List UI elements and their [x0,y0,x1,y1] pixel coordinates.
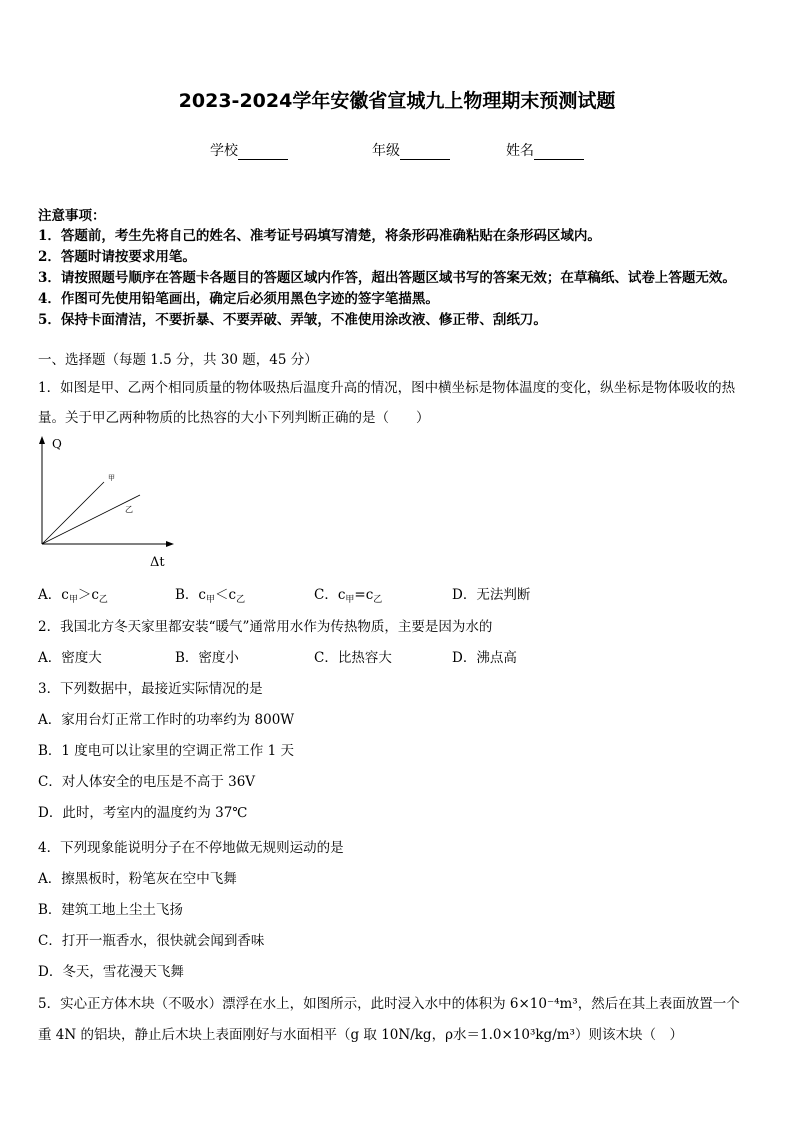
q3-option-c: C．对人体安全的电压是不高于 36V [38,774,256,790]
grade-field [372,140,450,160]
line-label-yi: 乙 [125,505,133,514]
school-label: 学校 [210,143,238,159]
notice-item: 2．答题时请按要求用笔。 [38,249,196,265]
section-heading: 一、选择题（每题 1.5 分，共 30 题，45 分） [38,352,318,368]
axis-label-q: Q [52,437,62,451]
q1-option-c: C．$c_甲=c_乙$ [314,587,383,605]
notice-item: 5．保持卡面清洁，不要折暴、不要弄破、弄皱，不准使用涂改液、修正带、刮纸刀。 [38,312,547,328]
school-field [210,140,288,160]
school-blank [238,145,288,160]
name-label: 姓名 [506,143,534,159]
notice-heading: 注意事项： [38,208,106,224]
q1-option-a: A．$c_甲>c_乙$ [38,587,108,605]
q2-option-c: C．比热容大 [314,650,392,666]
page-title: 2023-2024学年安徽省宣城九上物理期末预测试题 [178,90,616,112]
x-axis-arrow [166,541,174,547]
q4-option-d: D．冬天，雪花漫天飞舞 [38,964,184,980]
grade-label: 年级 [372,143,400,159]
q4-stem: 4．下列现象能说明分子在不停地做无规则运动的是 [38,840,344,856]
q3-stem: 3．下列数据中，最接近实际情况的是 [38,681,263,697]
q2-option-a: A．密度大 [38,650,102,666]
y-axis-arrow [39,436,45,444]
q2-option-b: B．密度小 [175,650,239,666]
q4-option-a: A．擦黑板时，粉笔灰在空中飞舞 [38,871,237,887]
notice-item: 3．请按照题号顺序在答题卡各题目的答题区域内作答，超出答题区域书写的答案无效；在草稿纸、试卷上答题无效。 [38,270,736,286]
name-blank [534,145,584,160]
q2-option-d: D．沸点高 [452,650,517,666]
name-field [506,140,584,160]
q3-option-d: D．此时，考室内的温度约为 37℃ [38,805,248,821]
line-label-jia: 甲 [108,474,115,482]
q5-stem-line1: 5．实心正方体木块（不吸水）漂浮在水上，如图所示，此时浸入水中的体积为 6×10⁻⁴m³，然后在其上表面放置一个 [38,996,740,1012]
line-jia [42,482,104,544]
q1-option-d: D．无法判断 [452,587,531,603]
notice-item: 1．答题前，考生先将自己的姓名、准考证号码填写清楚，将条形码准确粘贴在条形码区域内。 [38,228,601,244]
q4-option-c: C．打开一瓶香水，很快就会闻到香味 [38,933,265,949]
notice-item: 4．作图可先使用铅笔画出，确定后必须用黑色字迹的签字笔描黑。 [38,291,439,307]
q1-stem-line1: 1．如图是甲、乙两个相同质量的物体吸热后温度升高的情况，图中横坐标是物体温度的变化，纵坐标是物体吸收的热 [38,380,736,396]
q2-stem: 2．我国北方冬天家里都安装“暖气”通常用水作为传热物质，主要是因为水的 [38,619,493,635]
q1-graph [30,432,190,577]
line-yi [42,495,140,544]
q3-option-b: B．1 度电可以让家里的空调正常工作 1 天 [38,743,294,759]
q5-stem-line2: 重 4N 的铝块，静止后木块上表面刚好与水面相平（g 取 10N/kg，ρ水＝1.0×10³kg/m³）则该木块（ ） [38,1027,683,1043]
q4-option-b: B．建筑工地上尘土飞扬 [38,902,183,918]
q1-stem-line2: 量。关于甲乙两种物质的比热容的大小下列判断正确的是（ ） [38,410,430,426]
q1-option-b: B．$c_甲<c_乙$ [175,587,246,605]
axis-label-dt: Δt [150,555,165,570]
q3-option-a: A．家用台灯正常工作时的功率约为 800W [38,712,295,728]
grade-blank [400,145,450,160]
